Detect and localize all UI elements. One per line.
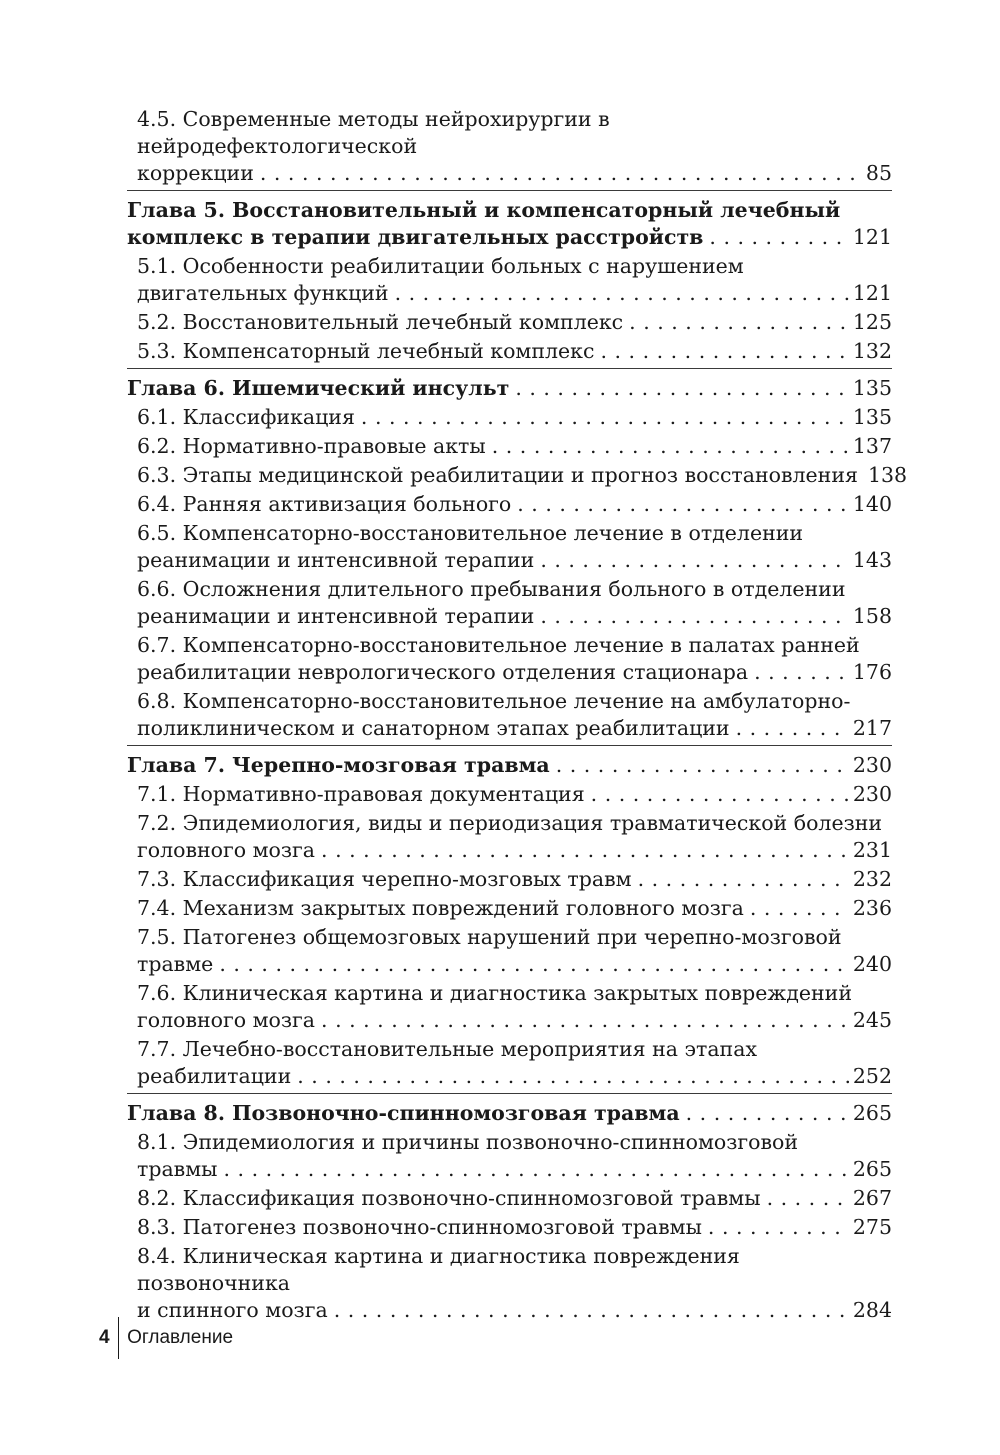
toc-section-entry[interactable] xyxy=(127,923,892,979)
dot-leader xyxy=(750,895,849,922)
toc-page-number: 265 xyxy=(852,1101,892,1125)
page-number: 4 xyxy=(99,1327,110,1348)
dot-leader xyxy=(736,715,849,742)
toc-entry-title-line: травме xyxy=(137,952,214,976)
toc-entry-title-line: Глава 5. Восстановительный и компенсаторный лечебный xyxy=(127,198,841,222)
toc-chapter-entry[interactable] xyxy=(127,1093,892,1128)
dot-leader xyxy=(686,1100,849,1127)
toc-entry-title-line: коррекции xyxy=(137,161,254,185)
dot-leader xyxy=(540,547,849,574)
toc-entry-title-line: 7.5. Патогенез общемозговых нарушений при черепно-мозговой xyxy=(137,925,842,949)
toc-entry-title-line: 7.6. Клиническая картина и диагностика закрытых повреждений xyxy=(137,981,852,1005)
footer-divider xyxy=(118,1317,120,1359)
dot-leader xyxy=(219,951,849,978)
toc-entry-title-line: головного мозга xyxy=(137,838,316,862)
toc-entry-title-line: 5.1. Особенности реабилитации больных с нарушением xyxy=(137,254,744,278)
toc-page-number: 132 xyxy=(852,339,892,363)
toc-section-entry[interactable] xyxy=(127,575,892,631)
toc-entry-title-line: 8.4. Клиническая картина и диагностика повреждения позвоночника xyxy=(137,1244,740,1295)
toc-section-entry[interactable] xyxy=(127,809,892,865)
toc-entry-title-line: 7.7. Лечебно-восстановительные мероприятия на этапах xyxy=(137,1037,758,1061)
toc-entry-title-line: 6.1. Классификация xyxy=(137,405,355,429)
dot-leader xyxy=(334,1297,849,1324)
toc-entry-title-line: 6.4. Ранняя активизация больного xyxy=(137,492,512,516)
toc-chapter-entry[interactable] xyxy=(127,368,892,403)
toc-page-number: 217 xyxy=(852,716,892,740)
toc-page-number: 267 xyxy=(852,1186,892,1210)
toc-page-number: 125 xyxy=(852,310,892,334)
toc-section-entry[interactable] xyxy=(127,780,892,809)
dot-leader xyxy=(517,491,849,518)
toc-entry-title-line: 7.1. Нормативно-правовая документация xyxy=(137,782,585,806)
toc-entry-title-line: головного мозга xyxy=(137,1008,316,1032)
running-title: Оглавление xyxy=(127,1327,234,1348)
toc-entry-title-line: реабилитации неврологического отделения стационара xyxy=(137,660,749,684)
toc-section-entry[interactable] xyxy=(127,687,892,743)
toc-entry-title-line: реанимации и интенсивной терапии xyxy=(137,548,535,572)
dot-leader xyxy=(224,1156,849,1183)
toc-section-entry[interactable] xyxy=(127,519,892,575)
toc-page-number: 232 xyxy=(852,867,892,891)
toc-page-number: 245 xyxy=(852,1008,892,1032)
toc-entry-title-line: травмы xyxy=(137,1157,218,1181)
toc-section-entry[interactable] xyxy=(127,252,892,308)
toc-entry-title-line: комплекс в терапии двигательных расстройств xyxy=(127,225,704,249)
dot-leader xyxy=(638,866,849,893)
dot-leader xyxy=(321,837,849,864)
toc-entry-title-line: 5.2. Восстановительный лечебный комплекс xyxy=(137,310,624,334)
toc-section-entry[interactable] xyxy=(127,403,892,432)
toc-entry-title-line: 8.3. Патогенез позвоночно-спинномозговой травмы xyxy=(137,1215,702,1239)
toc-chapter-entry[interactable] xyxy=(127,745,892,780)
toc-entry-title-line: 8.1. Эпидемиология и причины позвоночно-спинномозговой xyxy=(137,1130,799,1154)
toc-page-number: 231 xyxy=(852,838,892,862)
toc-entry-title-line: и спинного мозга xyxy=(137,1298,328,1322)
toc-section-entry[interactable] xyxy=(127,894,892,923)
dot-leader xyxy=(260,160,854,187)
dot-leader xyxy=(754,659,849,686)
toc-page-number: 252 xyxy=(852,1064,892,1088)
toc-section-entry[interactable] xyxy=(127,979,892,1035)
dot-leader xyxy=(515,375,849,402)
toc-entry-title-line: реабилитации xyxy=(137,1064,292,1088)
toc-page-number: 275 xyxy=(852,1215,892,1239)
toc-page-number: 240 xyxy=(852,952,892,976)
dot-leader xyxy=(540,603,849,630)
dot-leader xyxy=(297,1063,849,1090)
toc-page-number: 236 xyxy=(852,896,892,920)
dot-leader xyxy=(395,280,849,307)
toc-entry-title-line: 6.5. Компенсаторно-восстановительное лечение в отделении xyxy=(137,521,804,545)
toc-section-entry[interactable] xyxy=(127,106,892,188)
dot-leader xyxy=(492,433,849,460)
toc-page-number: 140 xyxy=(852,492,892,516)
dot-leader xyxy=(629,309,849,336)
dot-leader xyxy=(708,1214,849,1241)
toc-page-number: 176 xyxy=(852,660,892,684)
toc-page-number: 158 xyxy=(852,604,892,628)
toc-page-number: 138 xyxy=(867,463,908,487)
toc-entry-title-line: 8.2. Классификация позвоночно-спинномозговой травмы xyxy=(137,1186,761,1210)
toc-entry-title-line: Глава 8. Позвоночно-спинномозговая травма xyxy=(127,1101,680,1125)
table-of-contents xyxy=(127,106,908,1325)
toc-section-entry[interactable] xyxy=(127,461,908,490)
toc-section-entry[interactable] xyxy=(127,1213,892,1242)
toc-page-number: 143 xyxy=(852,548,892,572)
toc-section-entry[interactable] xyxy=(127,1184,892,1213)
toc-entry-title-line: 6.8. Компенсаторно-восстановительное лечение на амбулаторно- xyxy=(137,689,851,713)
toc-entry-title-line: 6.7. Компенсаторно-восстановительное лечение в палатах ранней xyxy=(137,633,860,657)
toc-entry-title-line: 6.6. Осложнения длительного пребывания больного в отделении xyxy=(137,577,846,601)
toc-page-number: 230 xyxy=(852,753,892,777)
toc-section-entry[interactable] xyxy=(127,490,892,519)
toc-page-number: 85 xyxy=(865,161,892,185)
toc-entry-title-line: реанимации и интенсивной терапии xyxy=(137,604,535,628)
toc-entry-title-line: 7.4. Механизм закрытых повреждений головного мозга xyxy=(137,896,744,920)
toc-section-entry[interactable] xyxy=(127,865,892,894)
toc-entry-title-line: 6.3. Этапы медицинской реабилитации и прогноз восстановления xyxy=(137,463,858,487)
toc-page-number: 265 xyxy=(852,1157,892,1181)
toc-page-number: 121 xyxy=(852,281,892,305)
toc-section-entry[interactable] xyxy=(127,432,892,461)
toc-entry-title-line: 4.5. Современные методы нейрохирургии в нейродефектологической xyxy=(137,107,610,158)
toc-page-number: 230 xyxy=(852,782,892,806)
toc-section-entry[interactable] xyxy=(127,337,892,366)
toc-section-entry[interactable] xyxy=(127,1128,892,1184)
toc-entry-title-line: поликлиническом и санаторном этапах реабилитации xyxy=(137,716,730,740)
toc-entry-title-line: двигательных функций xyxy=(137,281,389,305)
toc-entry-title-line: Глава 7. Черепно-мозговая травма xyxy=(127,753,550,777)
toc-page-number: 135 xyxy=(852,405,892,429)
dot-leader xyxy=(709,224,848,251)
toc-section-entry[interactable] xyxy=(127,1035,892,1091)
toc-page-number: 284 xyxy=(852,1298,892,1322)
toc-section-entry[interactable] xyxy=(127,1242,892,1325)
dot-leader xyxy=(321,1007,849,1034)
dot-leader xyxy=(556,752,849,779)
toc-entry-title-line: 7.3. Классификация черепно-мозговых травм xyxy=(137,867,632,891)
toc-page-number: 137 xyxy=(852,434,892,458)
toc-entry-title-line: 5.3. Компенсаторный лечебный комплекс xyxy=(137,339,595,363)
dot-leader xyxy=(767,1185,849,1212)
toc-chapter-entry[interactable] xyxy=(127,190,892,252)
dot-leader xyxy=(361,404,849,431)
toc-entry-title-line: 7.2. Эпидемиология, виды и периодизация травматической болезни xyxy=(137,811,883,835)
toc-section-entry[interactable] xyxy=(127,308,892,337)
toc-entry-title-line: 6.2. Нормативно-правовые акты xyxy=(137,434,486,458)
page-footer xyxy=(99,1318,233,1358)
toc-page-number: 135 xyxy=(852,376,892,400)
dot-leader xyxy=(591,781,849,808)
toc-page-number: 121 xyxy=(852,225,892,249)
toc-section-entry[interactable] xyxy=(127,631,892,687)
dot-leader xyxy=(600,338,848,365)
toc-entry-title-line: Глава 6. Ишемический инсульт xyxy=(127,376,510,400)
